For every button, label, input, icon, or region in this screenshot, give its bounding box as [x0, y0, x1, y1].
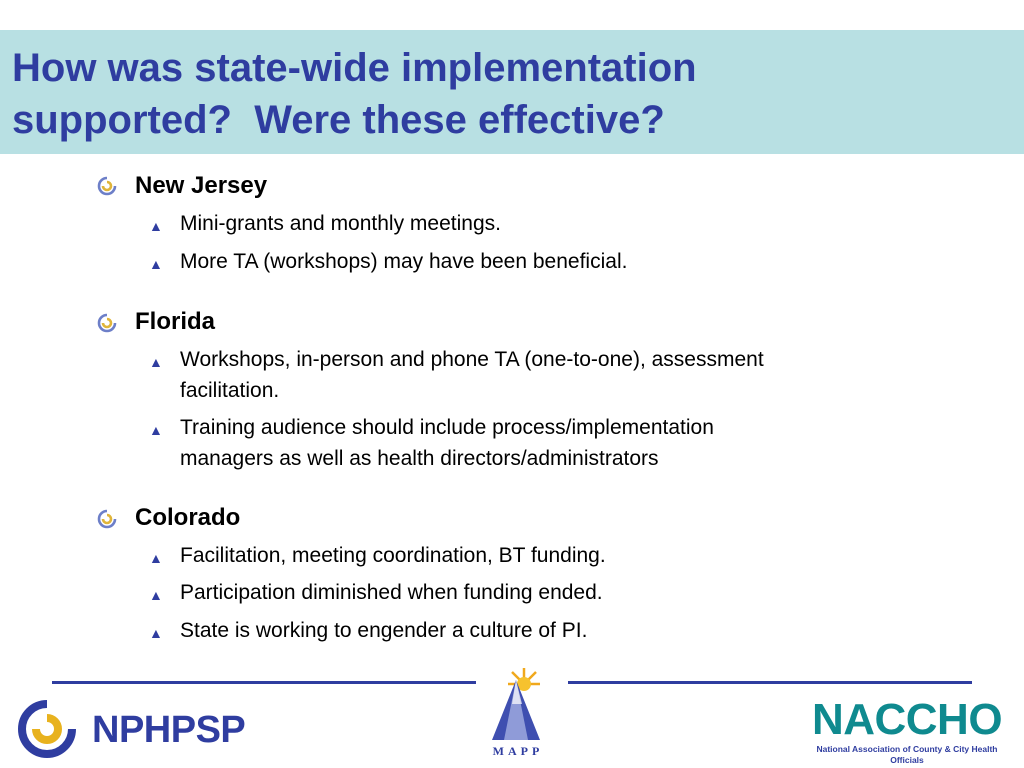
list-item-line: Training audience should include process/implementation: [180, 416, 714, 439]
section-bullet-icon: [96, 175, 118, 197]
list-item-line: Facilitation, meeting coordination, BT funding.: [180, 544, 606, 567]
section-heading-florida: Florida: [135, 308, 216, 335]
nphpsp-swirl-icon: [16, 698, 78, 760]
list-item-line: managers as well as health directors/administrators: [180, 447, 659, 470]
title-line-1: How was state-wide implementation: [12, 46, 697, 90]
section-bullet-icon: [96, 312, 118, 334]
triangle-bullet-icon: ▲: [149, 422, 163, 438]
list-item-line: facilitation.: [180, 379, 280, 402]
list-item: [180, 577, 920, 608]
list-item-line: State is working to engender a culture of PI.: [180, 619, 588, 642]
triangle-bullet-icon: ▲: [149, 550, 163, 566]
naccho-tagline: National Association of County & City Health Officials: [816, 744, 998, 765]
section-bullet-icon: [96, 508, 118, 530]
list-item-line: Participation diminished when funding ended.: [180, 581, 603, 604]
footer-divider-left: [52, 681, 476, 684]
triangle-bullet-icon: ▲: [149, 354, 163, 370]
section-heading-colorado: Colorado: [135, 504, 241, 531]
mapp-sun-mountain-icon: [478, 664, 558, 744]
section-heading-new-jersey: New Jersey: [135, 172, 268, 199]
list-item-line: Mini-grants and monthly meetings.: [180, 212, 501, 235]
list-item: [180, 615, 920, 646]
list-item: [180, 344, 920, 406]
footer-divider-right: [568, 681, 972, 684]
nphpsp-logo: [16, 698, 276, 760]
mapp-logo-text: MAPP: [492, 744, 544, 758]
nphpsp-logo-text: NPHPSP: [92, 709, 246, 751]
list-item: [180, 540, 920, 571]
list-item: [180, 246, 920, 277]
list-item-line: Workshops, in-person and phone TA (one-to-one), assessment: [180, 348, 764, 371]
naccho-logo: [804, 695, 1010, 765]
triangle-bullet-icon: ▲: [149, 218, 163, 234]
list-item-line: More TA (workshops) may have been beneficial.: [180, 250, 628, 273]
triangle-bullet-icon: ▲: [149, 587, 163, 603]
triangle-bullet-icon: ▲: [149, 625, 163, 641]
list-item: [180, 208, 920, 239]
mapp-logo: [478, 664, 558, 764]
list-item: [180, 412, 920, 474]
title-line-2: supported? Were these effective?: [12, 98, 665, 142]
naccho-logo-text: NACCHO: [811, 695, 1003, 744]
triangle-bullet-icon: ▲: [149, 256, 163, 272]
